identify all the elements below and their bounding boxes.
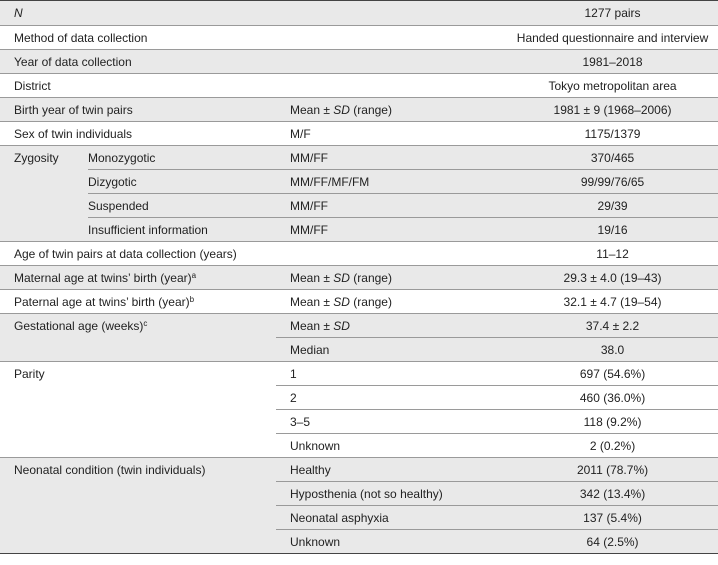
table-row bbox=[0, 218, 718, 242]
zygosity-stat: MM/FF/MF/FM bbox=[276, 170, 437, 194]
table-row bbox=[0, 170, 718, 194]
neonatal-stat: Hyposthenia (not so healthy) bbox=[276, 482, 437, 506]
parity-label: Parity bbox=[0, 362, 276, 458]
n-value: 1277 pairs bbox=[437, 1, 718, 26]
maternal-age-stat: Mean ± SD (range) bbox=[276, 266, 437, 290]
zygosity-stat: MM/FF bbox=[276, 146, 437, 170]
neonatal-value: 2011 (78.7%) bbox=[437, 458, 718, 482]
year-label: Year of data collection bbox=[0, 50, 437, 74]
zygosity-stat: MM/FF bbox=[276, 194, 437, 218]
zygosity-sub: Suspended bbox=[88, 194, 276, 218]
parity-value: 2 (0.2%) bbox=[437, 434, 718, 458]
paternal-age-stat: Mean ± SD (range) bbox=[276, 290, 437, 314]
table-row bbox=[0, 458, 718, 482]
district-label: District bbox=[0, 74, 437, 98]
neonatal-value: 342 (13.4%) bbox=[437, 482, 718, 506]
parity-stat: 1 bbox=[276, 362, 437, 386]
district-value: Tokyo metropolitan area bbox=[437, 74, 718, 98]
age-value: 11–12 bbox=[437, 242, 718, 266]
maternal-age-label: Maternal age at twins’ birth (year)$^a$ bbox=[0, 266, 276, 290]
table-row bbox=[0, 50, 718, 74]
table-row bbox=[0, 122, 718, 146]
method-label: Method of data collection bbox=[0, 26, 437, 50]
table-row bbox=[0, 314, 718, 338]
zygosity-value: 370/465 bbox=[437, 146, 718, 170]
neonatal-label: Neonatal condition (twin individuals) bbox=[0, 458, 276, 554]
paternal-age-value: 32.1 ± 4.7 (19–54) bbox=[437, 290, 718, 314]
birth-year-label: Birth year of twin pairs bbox=[0, 98, 276, 122]
method-value: Handed questionnaire and interview bbox=[437, 26, 718, 50]
parity-stat: 3–5 bbox=[276, 410, 437, 434]
age-label: Age of twin pairs at data collection (years) bbox=[0, 242, 437, 266]
table-row bbox=[0, 74, 718, 98]
zygosity-value: 29/39 bbox=[437, 194, 718, 218]
paternal-age-label: Paternal age at twins’ birth (year)$^b$ bbox=[0, 290, 276, 314]
neonatal-stat: Healthy bbox=[276, 458, 437, 482]
sex-stat: M/F bbox=[276, 122, 437, 146]
parity-value: 697 (54.6%) bbox=[437, 362, 718, 386]
zygosity-sub: Dizygotic bbox=[88, 170, 276, 194]
neonatal-stat: Unknown bbox=[276, 530, 437, 554]
gestational-mean-stat: Mean ± SD bbox=[276, 314, 437, 338]
maternal-age-value: 29.3 ± 4.0 (19–43) bbox=[437, 266, 718, 290]
gestational-age-label: Gestational age (weeks)$^c$ bbox=[0, 314, 276, 362]
neonatal-stat: Neonatal asphyxia bbox=[276, 506, 437, 530]
year-value: 1981–2018 bbox=[437, 50, 718, 74]
table-row bbox=[0, 242, 718, 266]
n-label: N bbox=[0, 1, 437, 26]
parity-stat: Unknown bbox=[276, 434, 437, 458]
zygosity-sub: Monozygotic bbox=[88, 146, 276, 170]
table-row bbox=[0, 362, 718, 386]
zygosity-value: 19/16 bbox=[437, 218, 718, 242]
table-row bbox=[0, 194, 718, 218]
table-row bbox=[0, 1, 718, 26]
sex-label: Sex of twin individuals bbox=[0, 122, 276, 146]
zygosity-sub: Insufficient information bbox=[88, 218, 276, 242]
sex-value: 1175/1379 bbox=[437, 122, 718, 146]
table-row bbox=[0, 26, 718, 50]
gestational-median-value: 38.0 bbox=[437, 338, 718, 362]
zygosity-value: 99/99/76/65 bbox=[437, 170, 718, 194]
neonatal-value: 137 (5.4%) bbox=[437, 506, 718, 530]
birth-year-value: 1981 ± 9 (1968–2006) bbox=[437, 98, 718, 122]
zygosity-stat: MM/FF bbox=[276, 218, 437, 242]
neonatal-value: 64 (2.5%) bbox=[437, 530, 718, 554]
gestational-median-stat: Median bbox=[276, 338, 437, 362]
parity-stat: 2 bbox=[276, 386, 437, 410]
table-row bbox=[0, 290, 718, 314]
birth-year-stat: Mean ± SD (range) bbox=[276, 98, 437, 122]
gestational-mean-value: 37.4 ± 2.2 bbox=[437, 314, 718, 338]
parity-value: 118 (9.2%) bbox=[437, 410, 718, 434]
zygosity-label: Zygosity bbox=[0, 146, 88, 242]
table-row bbox=[0, 146, 718, 170]
parity-value: 460 (36.0%) bbox=[437, 386, 718, 410]
table-row bbox=[0, 266, 718, 290]
table-row bbox=[0, 98, 718, 122]
